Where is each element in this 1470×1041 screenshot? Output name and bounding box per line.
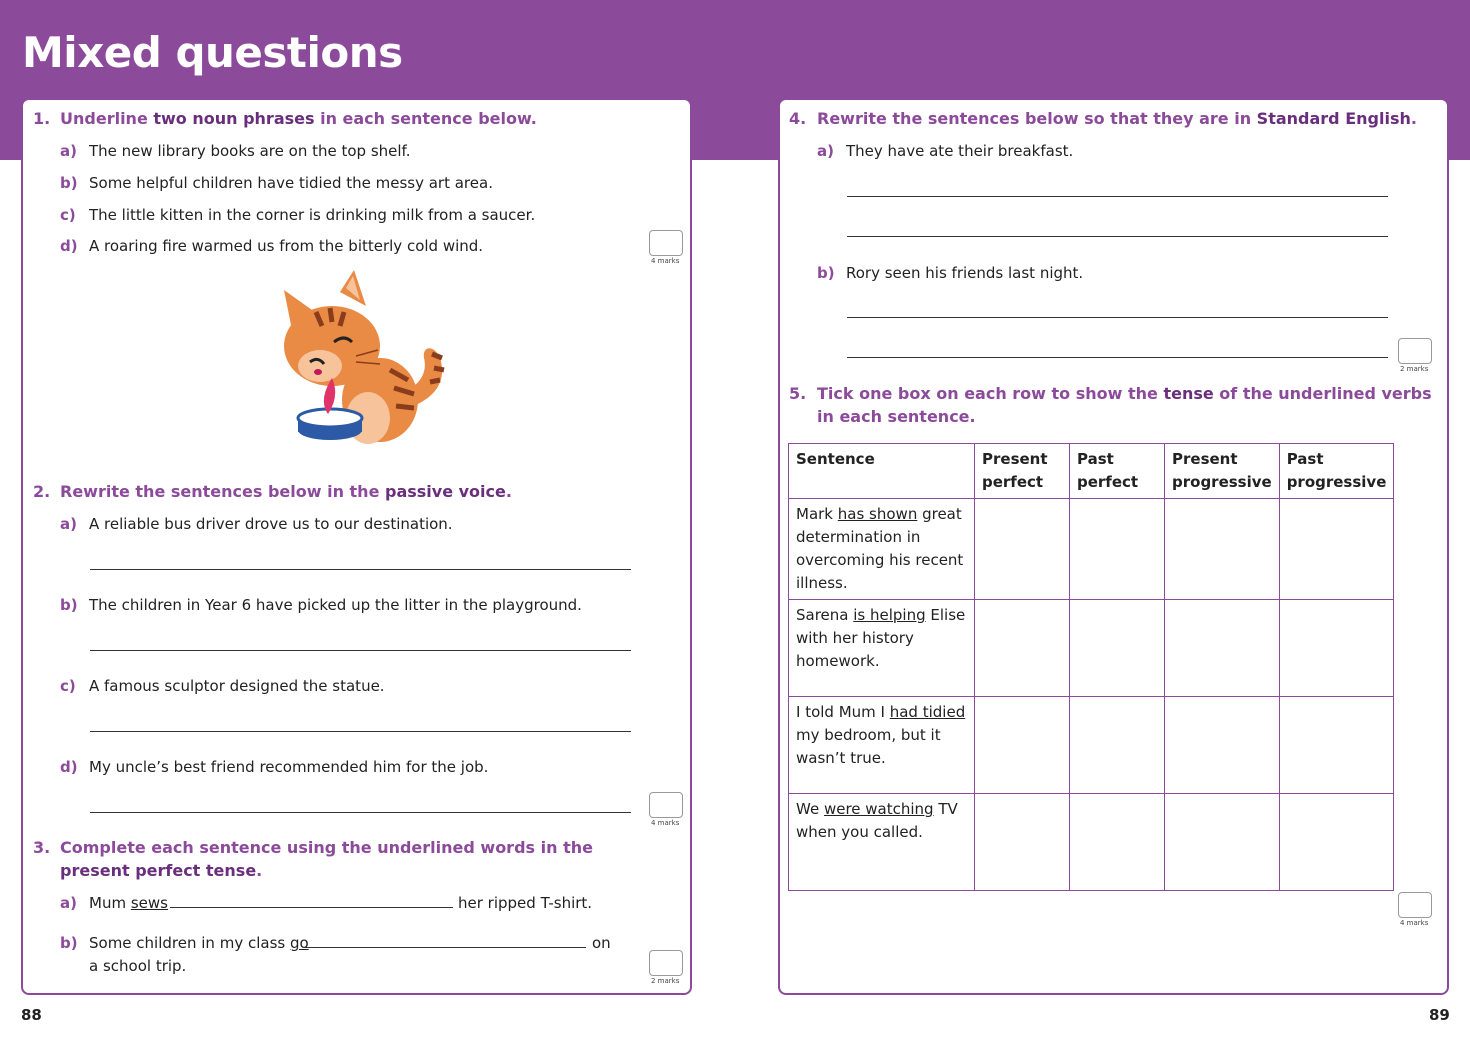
q2-item-text: The children in Year 6 have picked up the litter in the playground. xyxy=(89,596,582,614)
tick-cell-present-progressive[interactable] xyxy=(1165,794,1280,891)
q2-marks-box[interactable] xyxy=(649,792,683,818)
q4-item-letter: a) xyxy=(817,142,834,160)
q1-item-text: The new library books are on the top shelf. xyxy=(89,142,411,160)
q3a-answer-line[interactable] xyxy=(170,907,453,908)
q3a-sentence-end: her ripped T-shirt. xyxy=(458,894,593,912)
tick-cell-present-perfect[interactable] xyxy=(975,499,1070,600)
q2-item-text: A reliable bus driver drove us to our destination. xyxy=(89,515,453,533)
q4-number: 4. xyxy=(789,109,807,128)
q3b-sentence-continuation: a school trip. xyxy=(89,957,187,975)
q2-item-letter: b) xyxy=(60,596,78,614)
tense-table-header-row xyxy=(789,444,1394,499)
q4-instruction: Rewrite the sentences below so that they are in Standard English. xyxy=(817,109,1417,128)
q2-item-letter: c) xyxy=(60,677,76,695)
header-sentence: Sentence xyxy=(789,444,975,499)
table-row xyxy=(789,499,1394,600)
tick-cell-past-perfect[interactable] xyxy=(1070,697,1165,794)
q4a-answer-line-2[interactable] xyxy=(847,236,1388,237)
tick-cell-past-progressive[interactable] xyxy=(1279,600,1394,697)
q2-item-text: A famous sculptor designed the statue. xyxy=(89,677,385,695)
page-title: Mixed questions xyxy=(22,28,403,77)
tick-cell-past-perfect[interactable] xyxy=(1070,794,1165,891)
q3b-sentence-end: on xyxy=(592,934,611,952)
tense-table xyxy=(788,443,1394,891)
q2-instruction: Rewrite the sentences below in the passive voice. xyxy=(60,482,512,501)
tick-cell-present-perfect[interactable] xyxy=(975,697,1070,794)
tick-cell-past-progressive[interactable] xyxy=(1279,499,1394,600)
header-present-perfect: Present perfect xyxy=(975,444,1070,499)
q1-item-letter: c) xyxy=(60,206,76,224)
header-past-progressive: Past progressive xyxy=(1279,444,1394,499)
q2-marks-label: 4 marks xyxy=(651,819,680,827)
q1-item-text: A roaring fire warmed us from the bitterly cold wind. xyxy=(89,237,484,255)
q1-item-text: Some helpful children have tidied the messy art area. xyxy=(89,174,493,192)
q3a-letter: a) xyxy=(60,894,77,912)
q2c-answer-line[interactable] xyxy=(90,731,631,732)
q3-number: 3. xyxy=(33,838,51,857)
q4-marks-box[interactable] xyxy=(1398,338,1432,364)
q2a-answer-line[interactable] xyxy=(90,569,631,570)
q5-marks-box[interactable] xyxy=(1398,892,1432,918)
q2-number: 2. xyxy=(33,482,51,501)
tick-cell-present-progressive[interactable] xyxy=(1165,600,1280,697)
q1-instruction: Underline two noun phrases in each sentence below. xyxy=(60,109,537,128)
q1-item-letter: b) xyxy=(60,174,78,192)
q1-item-letter: d) xyxy=(60,237,78,255)
q4-marks-label: 2 marks xyxy=(1400,365,1429,373)
q3b-letter: b) xyxy=(60,934,78,952)
q1-number: 1. xyxy=(33,109,51,128)
table-row xyxy=(789,794,1394,891)
q4-item-text: They have ate their breakfast. xyxy=(846,142,1074,160)
q3b-answer-line[interactable] xyxy=(303,947,586,948)
q4-item-letter: b) xyxy=(817,264,835,282)
tick-cell-present-perfect[interactable] xyxy=(975,794,1070,891)
row-sentence: We were watching TV when you called. xyxy=(789,794,975,891)
q2-item-letter: a) xyxy=(60,515,77,533)
tick-cell-present-progressive[interactable] xyxy=(1165,499,1280,600)
q5-instruction: Tick one box on each row to show the tense of the underlined verbs in each sentence. xyxy=(817,384,1432,426)
q2d-answer-line[interactable] xyxy=(90,812,631,813)
table-row xyxy=(789,697,1394,794)
q1-item-letter: a) xyxy=(60,142,77,160)
q2-item-text: My uncle’s best friend recommended him for the job. xyxy=(89,758,489,776)
tick-cell-present-progressive[interactable] xyxy=(1165,697,1280,794)
tick-cell-past-perfect[interactable] xyxy=(1070,499,1165,600)
page-number-right: 89 xyxy=(1429,1006,1450,1024)
q3a-sentence-start: Mum sews xyxy=(89,894,168,912)
row-sentence: I told Mum I had tidied my bedroom, but it wasn’t true. xyxy=(789,697,975,794)
q4b-answer-line-1[interactable] xyxy=(847,317,1388,318)
tick-cell-past-perfect[interactable] xyxy=(1070,600,1165,697)
tick-cell-past-progressive[interactable] xyxy=(1279,794,1394,891)
q2-item-letter: d) xyxy=(60,758,78,776)
q1-item-text: The little kitten in the corner is drinking milk from a saucer. xyxy=(89,206,536,224)
header-present-progressive: Present progressive xyxy=(1165,444,1280,499)
q3-instruction: Complete each sentence using the underlined words in the present perfect tense. xyxy=(60,838,593,880)
q3-marks-box[interactable] xyxy=(649,950,683,976)
table-row xyxy=(789,600,1394,697)
q4a-answer-line-1[interactable] xyxy=(847,196,1388,197)
q5-number: 5. xyxy=(789,384,807,403)
row-sentence: Sarena is helping Elise with her history homework. xyxy=(789,600,975,697)
tick-cell-past-progressive[interactable] xyxy=(1279,697,1394,794)
q3-marks-label: 2 marks xyxy=(651,977,680,985)
kitten-illustration xyxy=(262,270,452,450)
q5-marks-label: 4 marks xyxy=(1400,919,1429,927)
tick-cell-present-perfect[interactable] xyxy=(975,600,1070,697)
q1-marks-label: 4 marks xyxy=(651,257,680,265)
q1-marks-box[interactable] xyxy=(649,230,683,256)
header-past-perfect: Past perfect xyxy=(1070,444,1165,499)
row-sentence: Mark has shown great determination in overcoming his recent illness. xyxy=(789,499,975,600)
page-number-left: 88 xyxy=(21,1006,42,1024)
q4b-answer-line-2[interactable] xyxy=(847,357,1388,358)
q2b-answer-line[interactable] xyxy=(90,650,631,651)
q4-item-text: Rory seen his friends last night. xyxy=(846,264,1084,282)
q3b-sentence-start: Some children in my class go xyxy=(89,934,309,952)
